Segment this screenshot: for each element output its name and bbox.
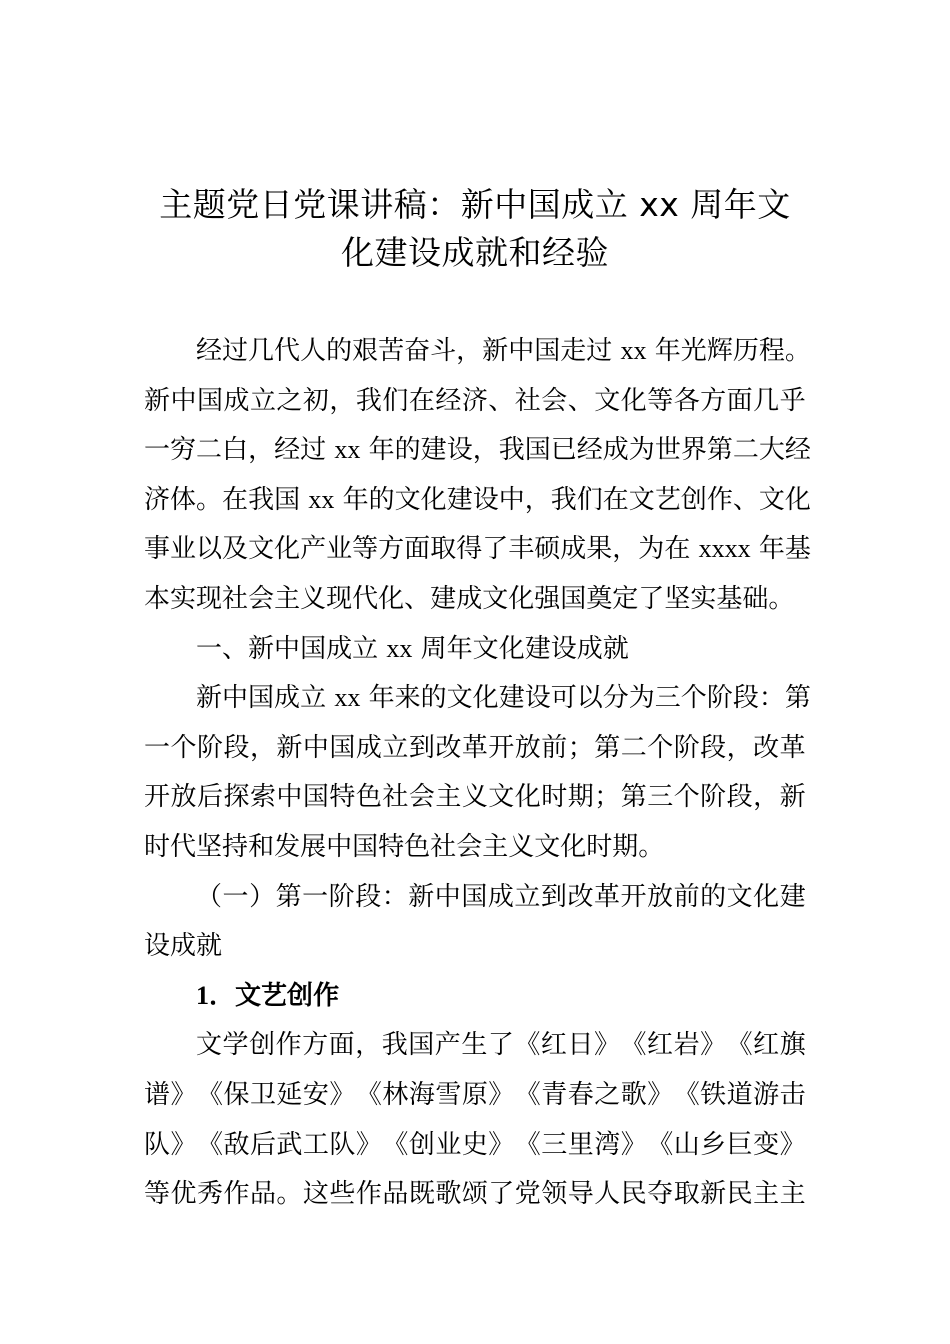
body-line: 时 代 坚 持 和 发 展 中 国 特 色 社 会 主 义 文 化 时 期 。 [144, 832, 665, 862]
body-line: 本 实 现 社 会 主 义 现 代 化 、 建 成 文 化 强 国 奠 定 了 坚 实 基 础 。 [144, 584, 795, 614]
body-line: （ 一 ） 第 一 阶 段 ： 新 中 国 成 立 到 改 革 开 放 前 的 文 化 建 [196, 881, 806, 912]
body-line: 一 个 阶 段 ， 新 中 国 成 立 到 改 革 开 放 前 ； 第 二 个 阶 段 ， 改 革 [144, 732, 806, 763]
document-title-line-1: 主题党日党课讲稿：新中国成立 xx 周年文 [159, 185, 791, 224]
document-title-line-2: 化建设成就和经验 [341, 233, 609, 272]
body-line: 谱 》 《 保 卫 延 安 》 《 林 海 雪 原 》 《 青 春 之 歌 》 《 铁 道 游 击 [144, 1080, 806, 1110]
body-line: 新 中 国 成 立 之 初 ， 我 们 在 经 济 、 社 会 、 文 化 等 各 方 面 几 乎 [144, 385, 806, 416]
body-line: 开 放 后 探 索 中 国 特 色 社 会 主 义 文 化 时 期 ； 第 三 个 阶 段 ， 新 [144, 782, 806, 813]
body-line: 经 过 几 代 人 的 艰 苦 奋 斗 ， 新 中 国 走 过 xx 年 光 辉 历 程 。 [196, 336, 811, 366]
body-line: 新 中 国 成 立 xx 年 来 的 文 化 建 设 可 以 分 为 三 个 阶 段 ： 第 [196, 683, 811, 714]
body-line: 一 穷 二 白 ， 经 过 xx 年 的 建 设 ， 我 国 已 经 成 为 世 界 第 二 大 经 [144, 435, 811, 466]
body-line: 1 ． 文 艺 创 作 [196, 980, 340, 1011]
body-line: 济 体 。 在 我 国 xx 年 的 文 化 建 设 中 ， 我 们 在 文 艺 创 作 、 文 化 [144, 484, 811, 515]
body-line: 文 学 创 作 方 面 ， 我 国 产 生 了 《 红 日 》 《 红 岩 》 《 红 旗 [196, 1030, 806, 1061]
body-line: 设 成 就 [144, 931, 223, 962]
body-line: 一 、 新 中 国 成 立 xx 周 年 文 化 建 设 成 就 [196, 633, 629, 664]
body-line: 事 业 以 及 文 化 产 业 等 方 面 取 得 了 丰 硕 成 果 ， 为 在 xxxx 年 基 [144, 534, 811, 565]
body-line: 等 优 秀 作 品 。 这 些 作 品 既 歌 颂 了 党 领 导 人 民 夺 取 新 民 主 主 [144, 1179, 806, 1210]
body-line: 队 》 《 敌 后 武 工 队 》 《 创 业 史 》 《 三 里 湾 》 《 山 乡 巨 变 》 [144, 1129, 806, 1160]
